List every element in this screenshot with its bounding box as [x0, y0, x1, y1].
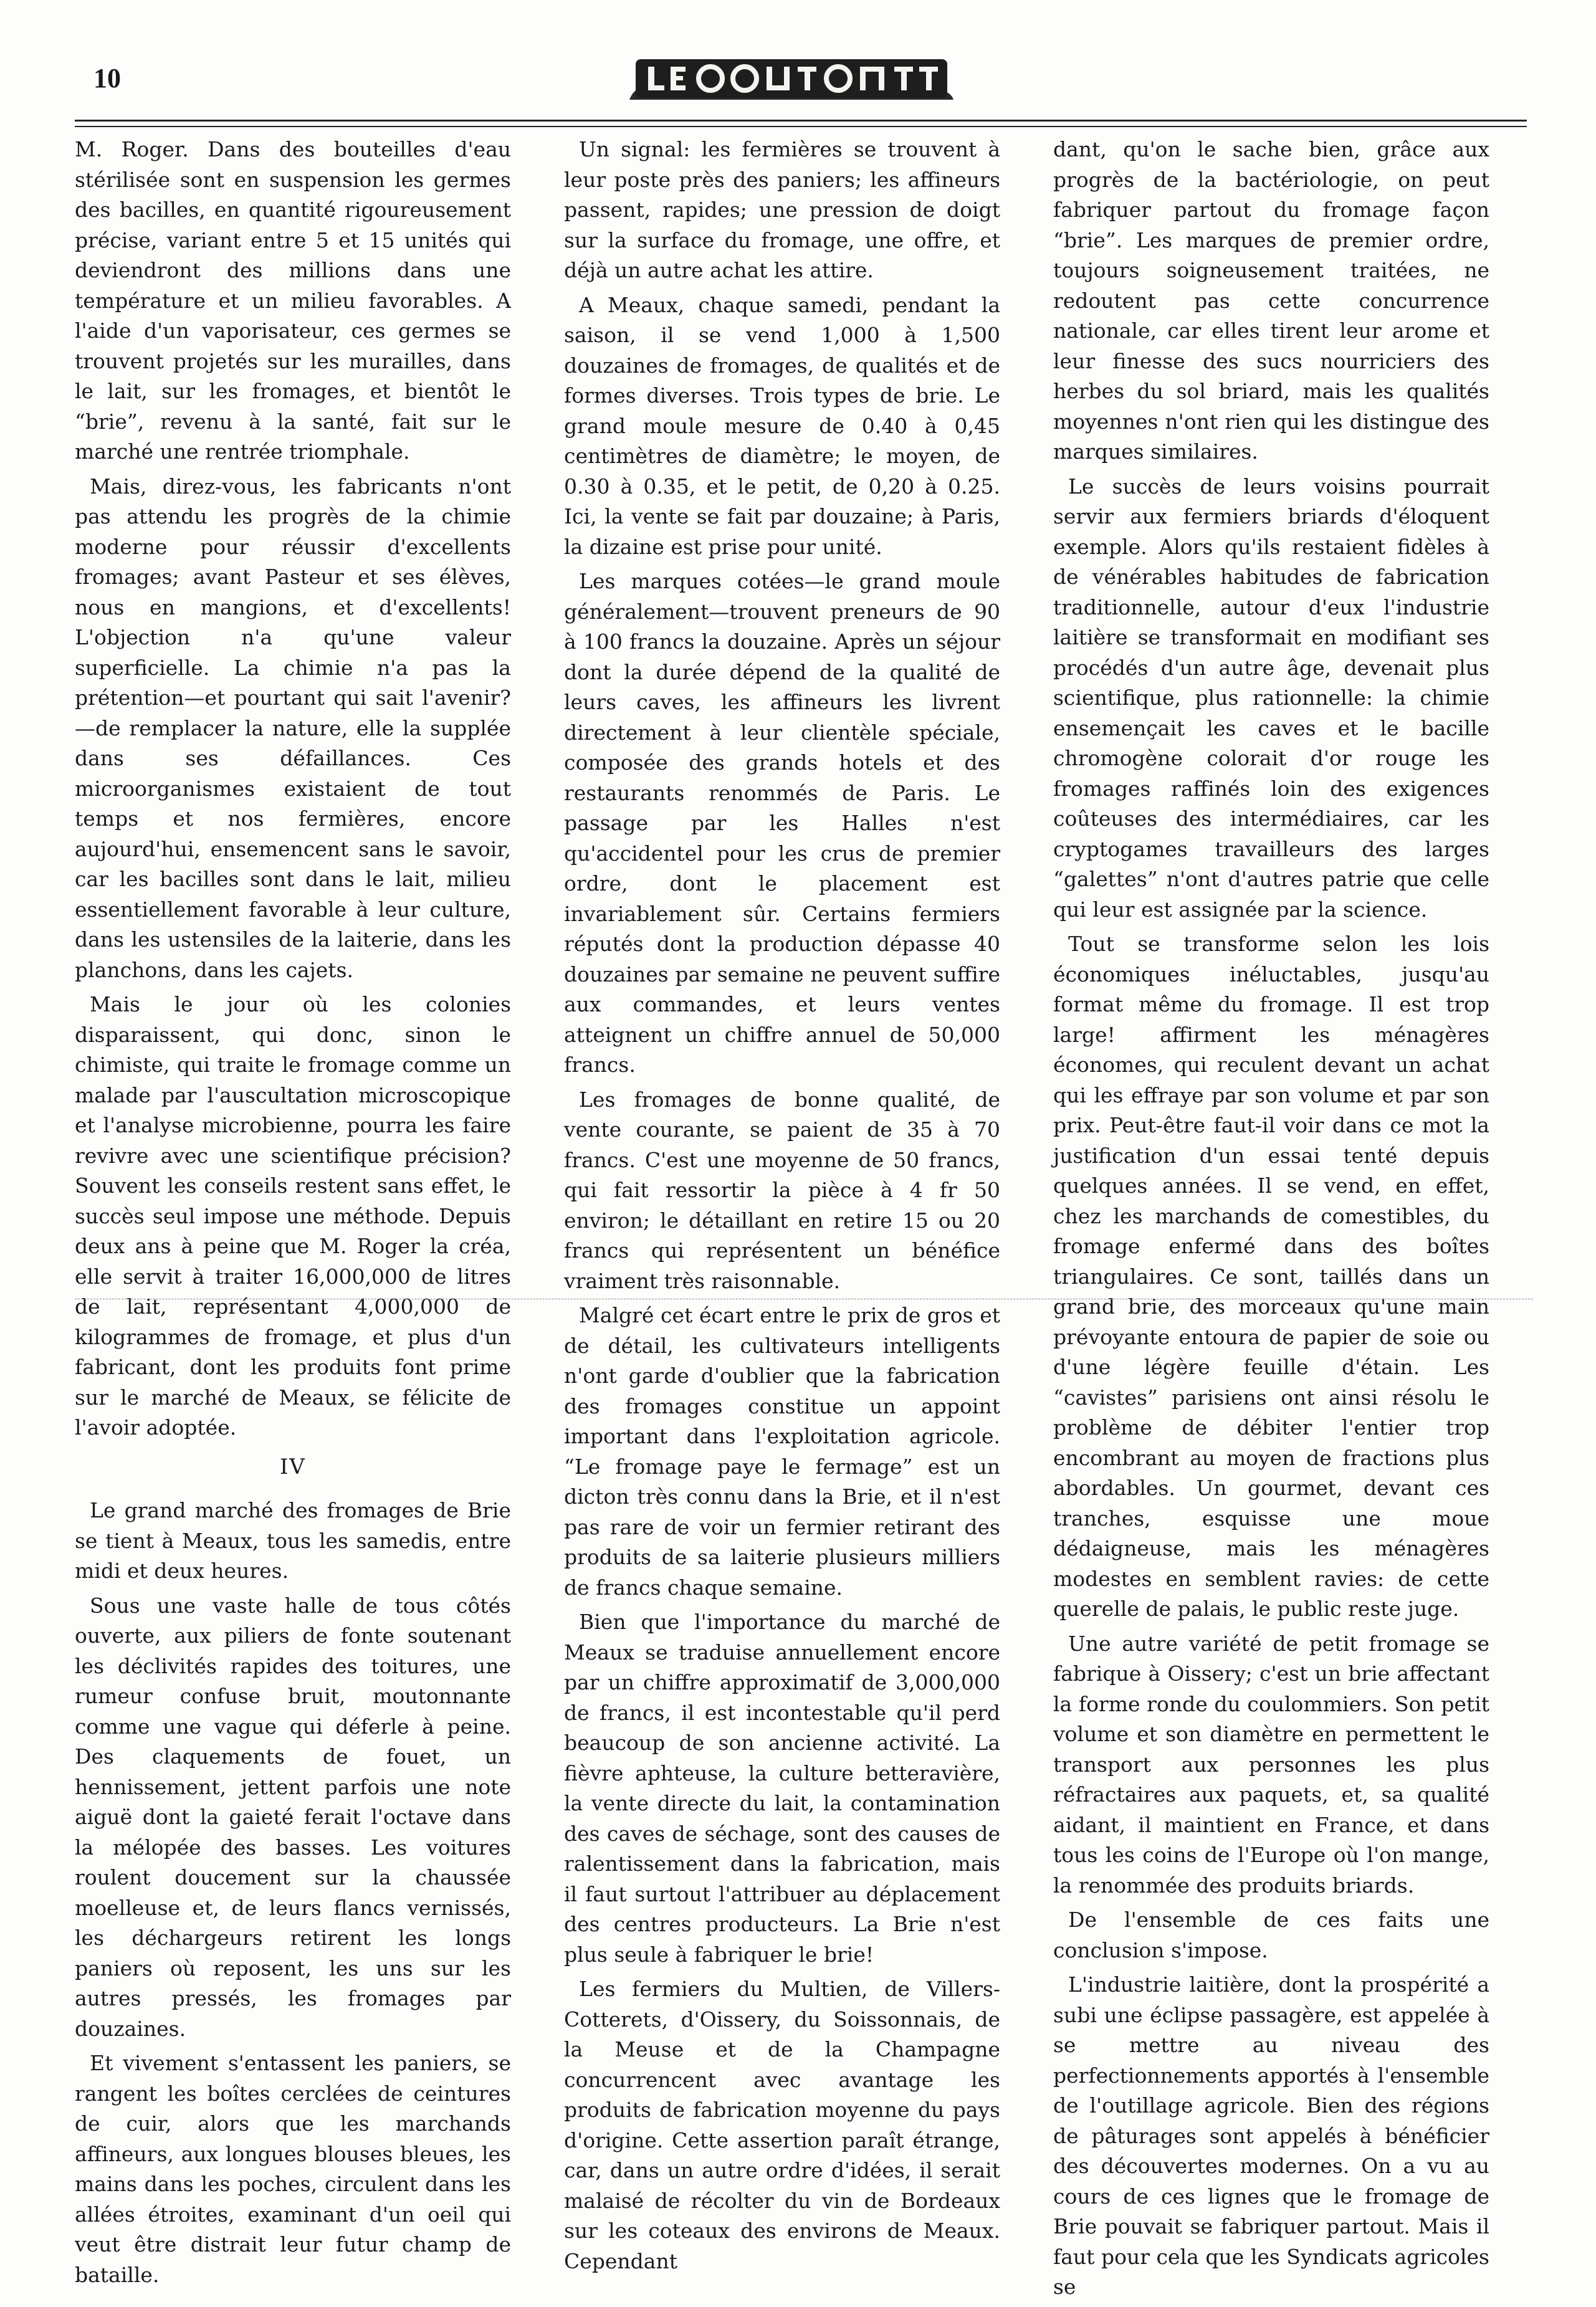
column-2-paragraph: Malgré cet écart entre le prix de gros et de détail, les cultivateurs intelligents n'ont garde d'oublier que la fabrication des fromages constitue un appoint important dans l'exploitation agricole. “Le fromage paye le fermage” est un dicton très connu dans la Brie, et il n'est pas rare de voir un fermier retirant des produits de sa laiterie plusieurs milliers de francs chaque semaine. — [564, 1303, 1000, 1600]
column-1-paragraph: Le grand marché des fromages de Brie se tient à Meaux, tous les samedis, entre midi et deux heures. — [75, 1498, 511, 1583]
masthead-logo — [623, 41, 960, 115]
column-1-paragraph: Et vivement s'entassent les paniers, se rangent les boîtes cerclées de ceintures de cuir, alors que les marchands affineurs, aux longues blouses bleues, les mains dans les poches, circulent dans les allées étroites, examinant d'un oeil qui veut être distrait leur futur champ de bataille. — [75, 2051, 511, 2287]
column-3-paragraph: dant, qu'on le sache bien, grâce aux progrès de la bactériologie, on peut fabriquer partout du fromage façon “brie”. Les marques de premier ordre, toujours soigneusement traitées, ne redoutent pas cette concurrence nationale, car elles tirent leur arome et leur finesse des sucs nourriciers des herbes du sol briard, mais les qualités moyennes n'ont rien qui les distingue des marques similaires. — [1053, 137, 1489, 464]
column-3-paragraph: Une autre variété de petit fromage se fabrique à Oissery; c'est un brie affectant la forme ronde du coulommiers. Son petit volume et son diamètre en permettent le transport aux personnes les plus réfractaires aux paquets, et, sa qualité aidant, il maintient en France, et dans tous les coins de l'Europe où l'on mange, la renommée des produits briards. — [1053, 1631, 1489, 1898]
article-column-1 — [75, 135, 511, 2295]
column-1-paragraph: M. Roger. Dans des bouteilles d'eau stérilisée sont en suspension les germes des bacilles, en quantité rigoureusement précise, variant entre 5 et 15 unités qui deviendront des millions dans une température et un milieu favorables. A l'aide d'un vaporisateur, ces germes se trouvent projetés sur les murailles, dans le lait, sur les fromages, et bientôt le “brie”, revenu à la santé, fait sur le marché une rentrée triomphale. — [75, 137, 511, 464]
article-column-3 — [1053, 135, 1489, 2307]
column-3-paragraph: Tout se transforme selon les lois économiques inéluctables, jusqu'au format même du fromage. Il est trop large! affirment les ménagères économes, qui reculent devant un achat qui les effraye par son volume et par son prix. Peut-être faut-il voir dans ce mot la justification d'un essai tenté depuis quelques années. Il se vend, en effet, chez les marchands de comestibles, du fromage enfermé dans des boîtes triangulaires. Ce sont, taillés dans un grand brie, des morceaux qu'une main prévoyante entoura de papier de soie ou d'une légère feuille d'étain. Les “cavistes” parisiens ont ainsi résolu le problème de débiter l'entier trop encombrant au moyen de fractions plus abordables. Un gourmet, devant ces tranches, esquisse une moue dédaigneuse, mais les ménagères modestes en semblent ravies: de cette querelle de palais, le public reste juge. — [1053, 932, 1489, 1621]
header-rule-thick — [75, 120, 1527, 122]
column-2-paragraph: Les marques cotées—le grand moule généralement—trouvent preneurs de 90 à 100 francs la douzaine. Après un séjour dont la durée dépend de la qualité de leurs caves, les affineurs les livrent directement à leur clientèle spéciale, composée des grands hotels et des restaurants renommés de Paris. Le passage par les Halles n'est qu'accidentel pour les crus de premier ordre, dont le placement est invariablement sûr. Certains fermiers réputés dont la production dépasse 40 douzaines par semaine ne peuvent suffire aux commandes, et leurs ventes atteignent un chiffre annuel de 50,000 francs. — [564, 569, 1000, 1077]
column-1-paragraph: Mais, direz-vous, les fabricants n'ont pas attendu les progrès de la chimie moderne pour réussir d'excellents fromages; avant Pasteur et ses élèves, nous en mangions, et d'excellents! L'objection n'a qu'une valeur superficielle. La chimie n'a pas la prétention—et pourtant qui sait l'avenir?—de remplacer la nature, elle la supplée dans ses défaillances. Ces microorganismes existaient de tout temps et nos fermières, encore aujourd'hui, ensemencent sans le savoir, car les bacilles sont dans le lait, milieu essentiellement favorable à leur culture, dans les ustensiles de la laiterie, dans les planchons, dans les cajets. — [75, 474, 511, 982]
column-2-paragraph: Un signal: les fermières se trouvent à leur poste près des paniers; les affineurs passent, rapides; une pression de doigt sur la surface du fromage, une offre, et déjà un autre achat les attire. — [564, 137, 1000, 282]
column-2-paragraph: Les fromages de bonne qualité, de vente courante, se paient de 35 à 70 francs. C'est une moyenne de 50 francs, qui fait ressortir la pièce à 4 fr 50 environ; le détaillant en retire 15 ou 20 francs qui représentent un bénéfice vraiment très raisonnable. — [564, 1087, 1000, 1293]
header-rule-thin — [75, 126, 1527, 127]
column-2-paragraph: A Meaux, chaque samedi, pendant la saison, il se vend 1,000 à 1,500 douzaines de fromages, de qualités et de formes diverses. Trois types de brie. Le grand moule mesure de 0.40 à 0,45 centimètres de diamètre; le moyen, de 0.30 à 0.35, et le petit, de 0,20 à 0.25. Ici, la vente se fait par douzaine; à Paris, la dizaine est prise pour unité. — [564, 292, 1000, 559]
section-heading: IV — [280, 1454, 306, 1479]
column-1-paragraph: Sous une vaste halle de tous côtés ouverte, aux piliers de fonte soutenant les déclivités rapides des toitures, une rumeur confuse bruit, moutonnante comme une vague qui déferle à peine. Des claquements de fouet, un hennissement, jettent parfois une note aiguë dont la gaieté ferait l'octave dans la mélopée des basses. Les voitures roulent doucement sur la chaussée moelleuse et, de leurs flancs vernissés, les déchargeurs retirent les longs paniers où reposent, les uns sur les autres pressés, les fromages par douzaines. — [75, 1593, 511, 2041]
column-1-paragraph: Mais le jour où les colonies disparaissent, qui donc, sinon le chimiste, qui traite le fromage comme un malade par l'auscultation microscopique et l'analyse microbienne, pourra les faire revivre avec une scientifique précision? Souvent les conseils restent sans effet, le succès seul impose une méthode. Depuis deux ans à peine que M. Roger la créa, elle servit à traiter 16,000,000 de litres de lait, représentant 4,000,000 de kilogrammes de fromage, et plus d'un fabricant, dont les produits font prime sur le marché de Meaux, se félicite de l'avoir adoptée. — [75, 992, 511, 1440]
column-2-paragraph: Les fermiers du Multien, de Villers-Cotterets, d'Oissery, du Soissonnais, de la Meuse et de la Champagne concurrencent avec avantage les produits de fabrication moyenne du pays d'origine. Cette assertion paraît étrange, car, dans un autre ordre d'idées, il serait malaisé de récolter du vin de Bordeaux sur les coteaux des environs de Meaux. Cependant — [564, 1977, 1000, 2273]
column-3-paragraph: L'industrie laitière, dont la prospérité a subi une éclipse passagère, est appelée à se mettre au niveau des perfectionnements apportés à l'ensemble de l'outillage agricole. Bien des régions de pâturages sont appelés à bénéficier des découvertes modernes. On a vu au cours de ces lignes que le fromage de Brie pouvait se fabriquer partout. Mais il faut pour cela que les Syndicats agricoles se — [1053, 1972, 1489, 2299]
column-2-paragraph: Bien que l'importance du marché de Meaux se traduise annuellement encore par un chiffre approximatif de 3,000,000 de francs, il est incontestable qu'il perd beaucoup de son ancienne activité. La fièvre aphteuse, la culture betteravière, la vente directe du lait, la contamination des caves de séchage, sont des causes de ralentissement dans la fabrication, mais il faut surtout l'attribuer au déplacement des centres producteurs. La Brie n'est plus seule à fabriquer le brie! — [564, 1610, 1000, 1967]
column-3-paragraph: Le succès de leurs voisins pourrait servir aux fermiers briards d'éloquent exemple. Alors qu'ils restaient fidèles à de vénérables habitudes de fabrication traditionnelle, autour d'eux l'industrie laitière se transformait en modifiant ses procédés d'un autre âge, devenait plus scientifique, plus rationnelle: la chimie ensemençait les caves et le bacille chromogène colorait d'or rouge les fromages raffinés loin des exigences coûteuses des intermédiaires, car les cryptogames travailleurs des larges “galettes” n'ont d'autres patrie que celle qui leur est assignée par la science. — [1053, 474, 1489, 922]
article-column-2 — [564, 135, 1000, 2281]
masthead-logo-image — [623, 41, 960, 115]
page-number: 10 — [93, 63, 121, 93]
column-3-paragraph: De l'ensemble de ces faits une conclusion s'impose. — [1053, 1908, 1489, 1962]
